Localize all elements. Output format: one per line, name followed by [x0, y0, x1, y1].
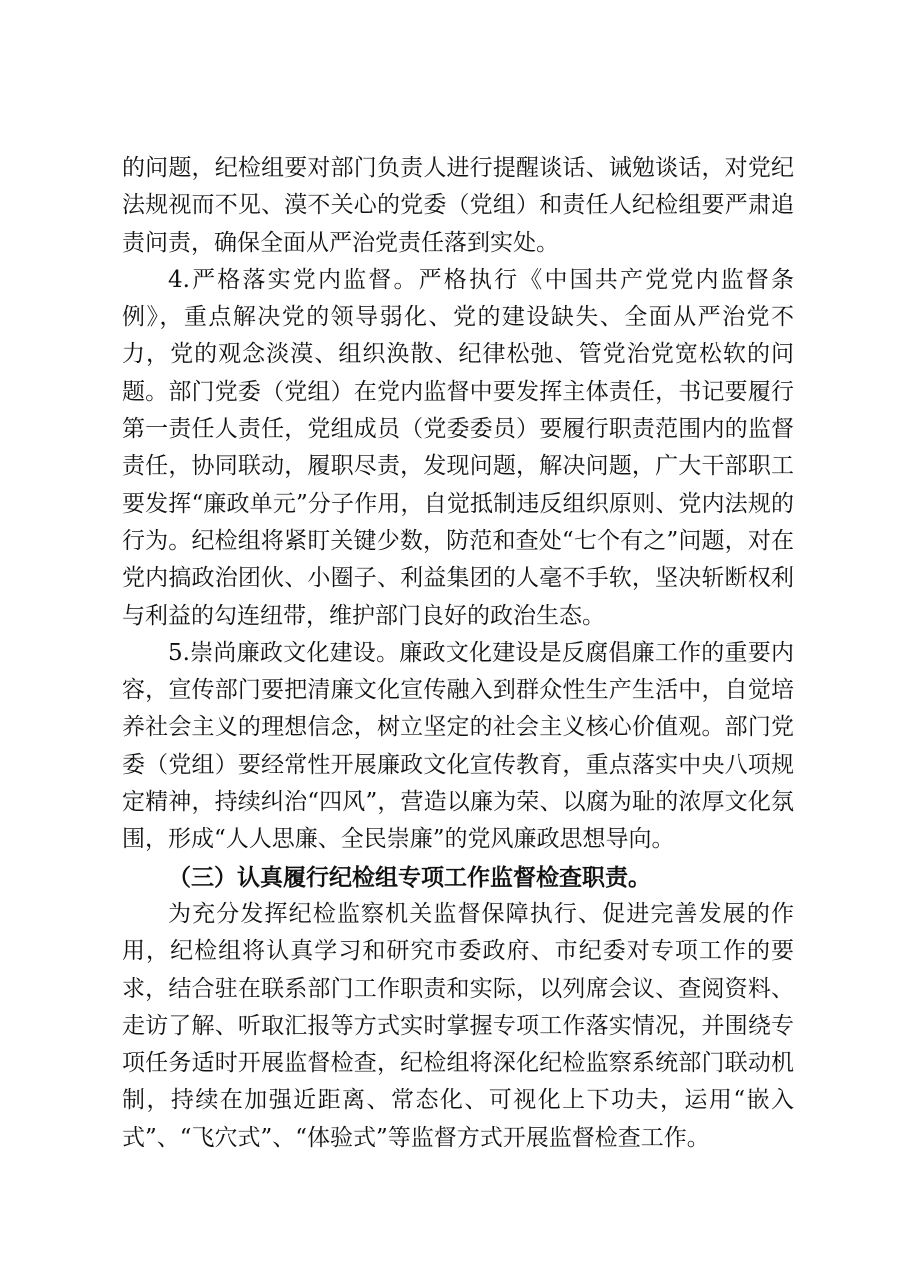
- document-page: [122, 150, 794, 1157]
- section-heading: （三）认真履行纪检组专项工作监督检查职责。: [168, 863, 651, 891]
- paragraph-party-supervision: 4.严格落实党内监督。严格执行《中国共产党党内监督条例》，重点解决党的领导弱化、党的建设缺失、全面从严治党不力，党的观念淡漠、组织涣散、纪律松弛、管党治党宽松软的问题。部门党委（党组）在党内监督中要发挥主体责任，书记要履行第一责任人责任，党组成员（党委委员）要履行职责范围内的监督责任，协同联动，履职尽责，发现问题，解决问题，广大干部职工要发挥“廉政单元”分子作用，自觉抵制违反组织原则、党内法规的行为。纪检组将紧盯关键少数，防范和查处“七个有之”问题，对在党内搞政治团伙、小圈子、利益集团的人毫不手软，坚决斩断权利与利益的勾连纽带，维护部门良好的政治生态。: [122, 266, 794, 629]
- paragraph-continuation: 的问题，纪检组要对部门负责人进行提醒谈话、诫勉谈话，对党纪法规视而不见、漠不关心的党委（党组）和责任人纪检组要严肃追责问责，确保全面从严治党责任落到实处。: [122, 155, 794, 256]
- paragraph-special-inspection: 为充分发挥纪检监察机关监督保障执行、促进完善发展的作用，纪检组将认真学习和研究市委政府、市纪委对专项工作的要求，结合驻在联系部门工作职责和实际，以列席会议、查阅资料、走访了解、听取汇报等方式实时掌握专项工作落实情况，并围绕专项任务适时开展监督检查，纪检组将深化纪检监察系统部门联动机制，持续在加强近距离、常态化、可视化上下功夫，运用“嵌入式”、“飞穴式”、“体验式”等监督方式开展监督检查工作。: [122, 900, 794, 1151]
- paragraph-integrity-culture: 5.崇尚廉政文化建设。廉政文化建设是反腐倡廉工作的重要内容，宣传部门要把清廉文化宣传融入到群众性生产生活中，自觉培养社会主义的理想信念，树立坚定的社会主义核心价值观。部门党委（党组）要经常性开展廉政文化宣传教育，重点落实中央八项规定精神，持续纠治“四风”，营造以廉为荣、以腐为耻的浓厚文化氛围，形成“人人思廉、全民崇廉”的党风廉政思想导向。: [122, 639, 794, 853]
